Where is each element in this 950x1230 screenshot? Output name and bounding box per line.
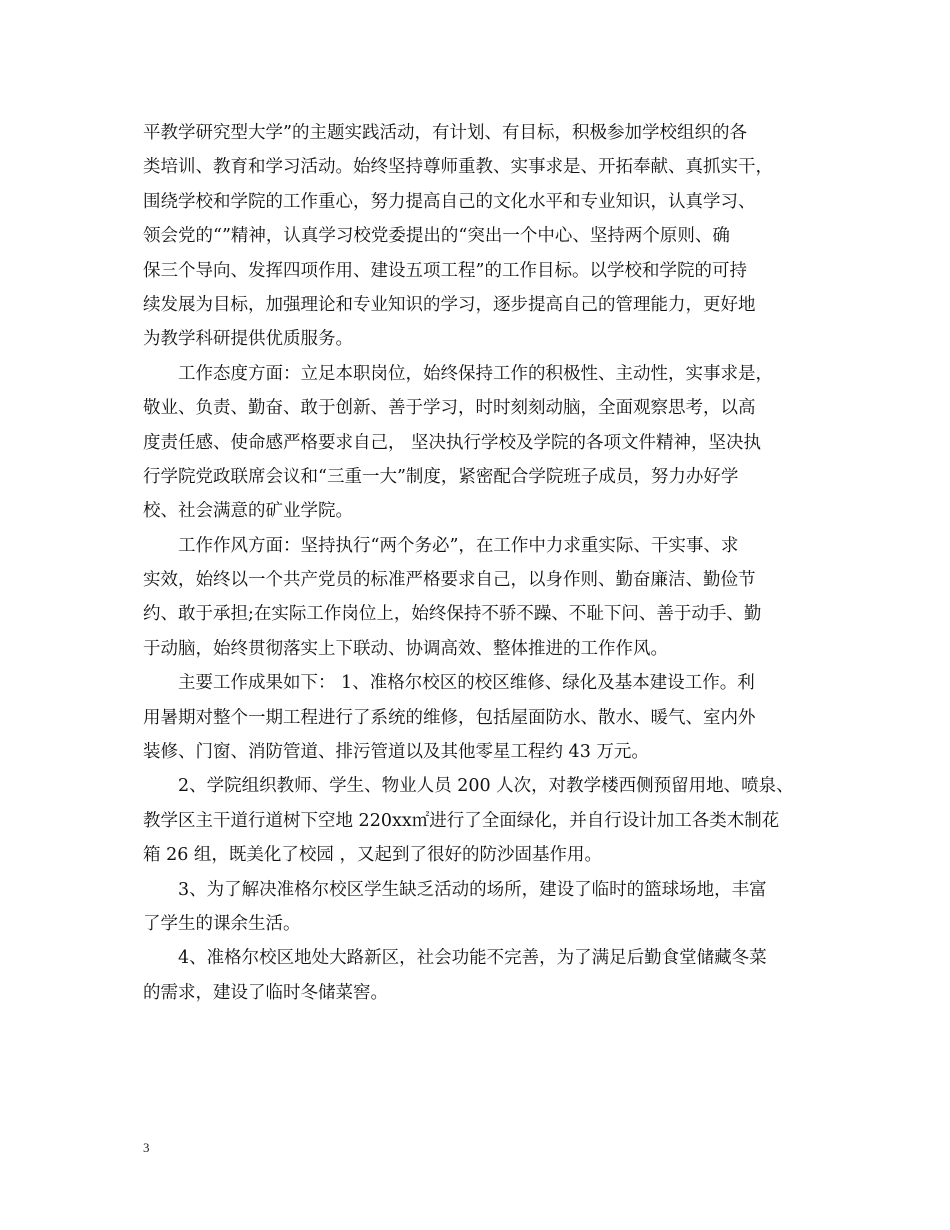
body-text <box>143 116 813 1010</box>
text-line: 教学区主干道行道树下空地 220xx㎡进行了全面绿化，并自行设计加工各类木制花 <box>143 810 780 831</box>
text-line: 的需求，建设了临时冬储菜窖。 <box>143 982 388 1003</box>
text-line: 度责任感、使命感严格要求自己， 坚决执行学校及学院的各项文件精神，坚决执 <box>143 432 762 453</box>
text-line: 4、准格尔校区地处大路新区，社会功能不完善，为了满足后勤食堂储藏冬菜 <box>178 948 767 969</box>
text-line: 于动脑，始终贯彻落实上下联动、协调高效、整体推进的工作作风。 <box>143 638 668 659</box>
text-line: 围绕学校和学院的工作重心，努力提高自己的文化水平和专业知识，认真学习、 <box>143 191 756 212</box>
text-line: 行学院党政联席会议和“三重一大”制度，紧密配合学院班子成员，努力办好学 <box>143 466 739 487</box>
text-line: 箱 26 组，既美化了校园 ，又起到了很好的防沙固基作用。 <box>143 845 602 866</box>
text-line: 用暑期对整个一期工程进行了系统的维修，包括屋面防水、散水、暖气、室内外 <box>143 707 756 728</box>
text-line: 约、敢于承担;在实际工作岗位上，始终保持不骄不躁、不耻下问、善于动手、勤 <box>143 604 762 625</box>
text-line: 主要工作成果如下： 1、准格尔校区的校区维修、绿化及基本建设工作。利 <box>178 673 755 694</box>
text-line: 实效，始终以一个共产党员的标准严格要求自己，以身作则、勤奋廉洁、勤俭节 <box>143 570 756 591</box>
text-line: 2、学院组织教师、学生、物业人员 200 人次，对教学楼西侧预留用地、喷泉、 <box>178 776 794 797</box>
text-line: 续发展为目标，加强理论和专业知识的学习，逐步提高自己的管理能力，更好地 <box>143 294 756 315</box>
text-line: 工作态度方面：立足本职岗位，始终保持工作的积极性、主动性，实事求是， <box>178 363 773 384</box>
text-line: 了学生的课余生活。 <box>143 913 301 934</box>
text-line: 工作作风方面：坚持执行“两个务必”，在工作中力求重实际、干实事、求 <box>178 535 739 556</box>
text-line: 装修、门窗、消防管道、排污管道以及其他零星工程约 43 万元。 <box>143 742 649 763</box>
text-line: 类培训、教育和学习活动。始终坚持尊师重教、实事求是、开拓奉献、真抓实干， <box>143 157 773 178</box>
text-line: 保三个导向、发挥四项作用、建设五项工程”的工作目标。以学校和学院的可持 <box>143 260 747 281</box>
text-line: 敬业、负责、勤奋、敢于创新、善于学习，时时刻刻动脑，全面观察思考，以高 <box>143 398 756 419</box>
text-line: 领会党的“”精神，认真学习校党委提出的“突出一个中心、坚持两个原则、确 <box>143 226 730 247</box>
text-line: 平教学研究型大学”的主题实践活动，有计划、有目标，积极参加学校组织的各 <box>143 123 747 143</box>
text-line: 为教学科研提供优质服务。 <box>143 329 353 350</box>
text-line: 校、社会满意的矿业学院。 <box>143 501 353 522</box>
page-number: 3 <box>143 1140 150 1155</box>
text-line: 3、为了解决准格尔校区学生缺乏活动的场所，建设了临时的篮球场地，丰富 <box>178 879 767 900</box>
